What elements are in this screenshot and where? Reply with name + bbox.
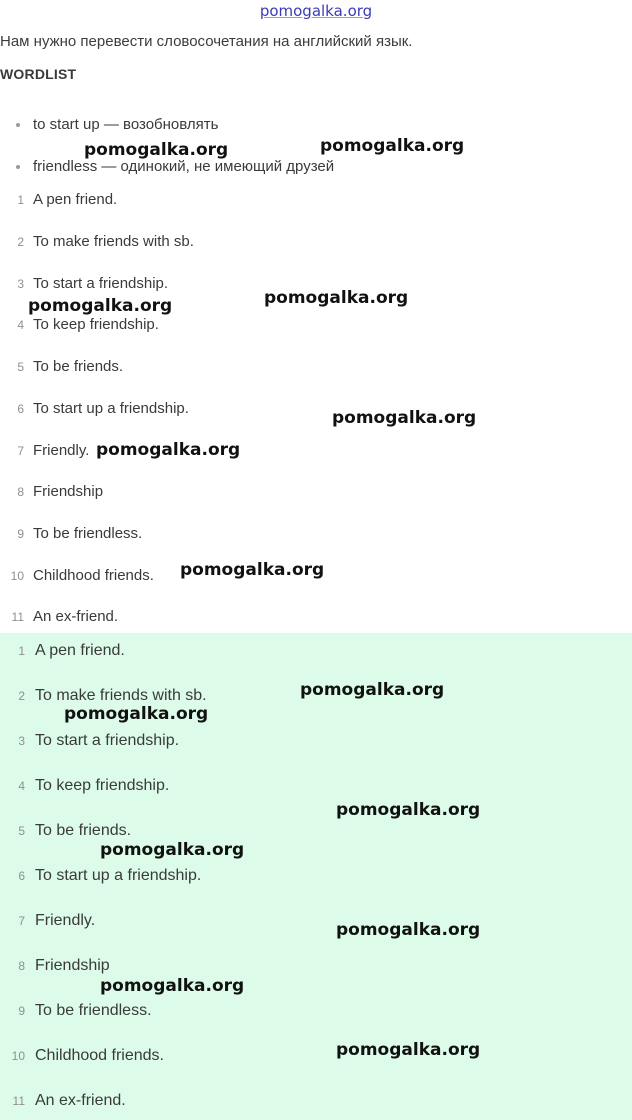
item-text: To be friends.: [33, 358, 124, 375]
item-text: To start a friendship.: [33, 275, 169, 292]
answer-item: [0, 909, 95, 933]
list-item: [0, 439, 89, 463]
list-item: [0, 397, 189, 421]
answer-text: Childhood friends.: [35, 1047, 164, 1064]
answer-item: [0, 1089, 126, 1113]
answer-text: To be friends.: [35, 822, 132, 839]
bullet-text: to start up — возобновлять: [33, 116, 219, 133]
answer-item: [0, 999, 152, 1023]
answer-text: To make friends with sb.: [35, 687, 207, 704]
watermark: pomogalka.org: [64, 704, 209, 724]
answer-text: Friendship: [35, 957, 110, 974]
answer-number: 1: [18, 644, 25, 658]
item-number: 4: [17, 318, 24, 332]
item-text: Friendship: [33, 483, 104, 500]
item-text: To keep friendship.: [33, 316, 159, 333]
list-item: [0, 230, 194, 254]
watermark: pomogalka.org: [180, 560, 325, 580]
answer-number: 4: [18, 779, 25, 793]
answer-text: To be friendless.: [35, 1002, 152, 1019]
list-item: [0, 480, 103, 504]
bullet-dot-icon: [16, 165, 20, 169]
watermark: pomogalka.org: [100, 976, 245, 996]
item-number: 7: [17, 444, 24, 458]
answer-text: A pen friend.: [35, 642, 125, 659]
answer-number: 10: [11, 1049, 25, 1063]
watermark: pomogalka.org: [332, 408, 477, 428]
list-item: [0, 355, 123, 379]
answer-number: 6: [18, 869, 25, 883]
answer-number: 7: [18, 914, 25, 928]
item-number: 5: [17, 360, 24, 374]
item-text: To make friends with sb.: [33, 233, 194, 250]
list-item: [0, 522, 142, 546]
item-text: To start up a friendship.: [33, 400, 189, 417]
list-item: [0, 564, 154, 588]
watermark: pomogalka.org: [320, 136, 465, 156]
watermark: pomogalka.org: [264, 288, 409, 308]
watermark: pomogalka.org: [336, 920, 481, 940]
item-number: 1: [17, 193, 24, 207]
answer-number: 2: [18, 689, 25, 703]
list-item: [0, 313, 159, 337]
answer-item: [0, 864, 201, 888]
watermark: pomogalka.org: [336, 800, 481, 820]
list-item: [0, 605, 118, 629]
item-number: 6: [17, 402, 24, 416]
answer-item: [0, 729, 179, 753]
answer-text: An ex-friend.: [35, 1092, 126, 1109]
answer-number: 5: [18, 824, 25, 838]
answer-number: 8: [18, 959, 25, 973]
answer-item: [0, 639, 125, 663]
item-text: A pen friend.: [33, 191, 118, 208]
watermark: pomogalka.org: [300, 680, 445, 700]
answer-number: 11: [12, 1094, 25, 1108]
item-number: 9: [17, 527, 24, 541]
item-text: Childhood friends.: [33, 567, 154, 584]
item-number: 10: [10, 569, 24, 583]
watermark: pomogalka.org: [100, 840, 245, 860]
list-item: [0, 188, 117, 212]
item-number: 8: [17, 485, 24, 499]
answer-text: To start a friendship.: [35, 732, 180, 749]
bullet-item: [0, 114, 218, 136]
watermark: pomogalka.org: [28, 296, 173, 316]
answer-item: [0, 1044, 164, 1068]
list-item: [0, 272, 168, 296]
answer-text: Friendly.: [35, 912, 96, 929]
wordlist-title: WORDLIST: [0, 66, 77, 82]
instruction-text: Нам нужно перевести словосочетания на английский язык.: [0, 33, 413, 50]
item-text: To be friendless.: [33, 525, 143, 542]
item-text: Friendly.: [33, 442, 90, 459]
item-text: An ex-friend.: [33, 608, 119, 625]
bullet-dot-icon: [16, 123, 20, 127]
answer-text: To keep friendship.: [35, 777, 170, 794]
answer-item: [0, 774, 169, 798]
item-number: 2: [17, 235, 24, 249]
answer-number: 3: [18, 734, 25, 748]
item-number: 3: [17, 277, 24, 291]
answer-text: To start up a friendship.: [35, 867, 202, 884]
site-header-link[interactable]: pomogalka.org: [259, 2, 373, 20]
item-number: 11: [11, 610, 24, 624]
watermark: pomogalka.org: [336, 1040, 481, 1060]
answer-item: [0, 954, 110, 978]
answer-number: 9: [18, 1004, 25, 1018]
bullet-text: friendless — одинокий, не имеющий друзей: [33, 158, 335, 175]
watermark: pomogalka.org: [96, 440, 241, 460]
watermark: pomogalka.org: [84, 140, 229, 160]
